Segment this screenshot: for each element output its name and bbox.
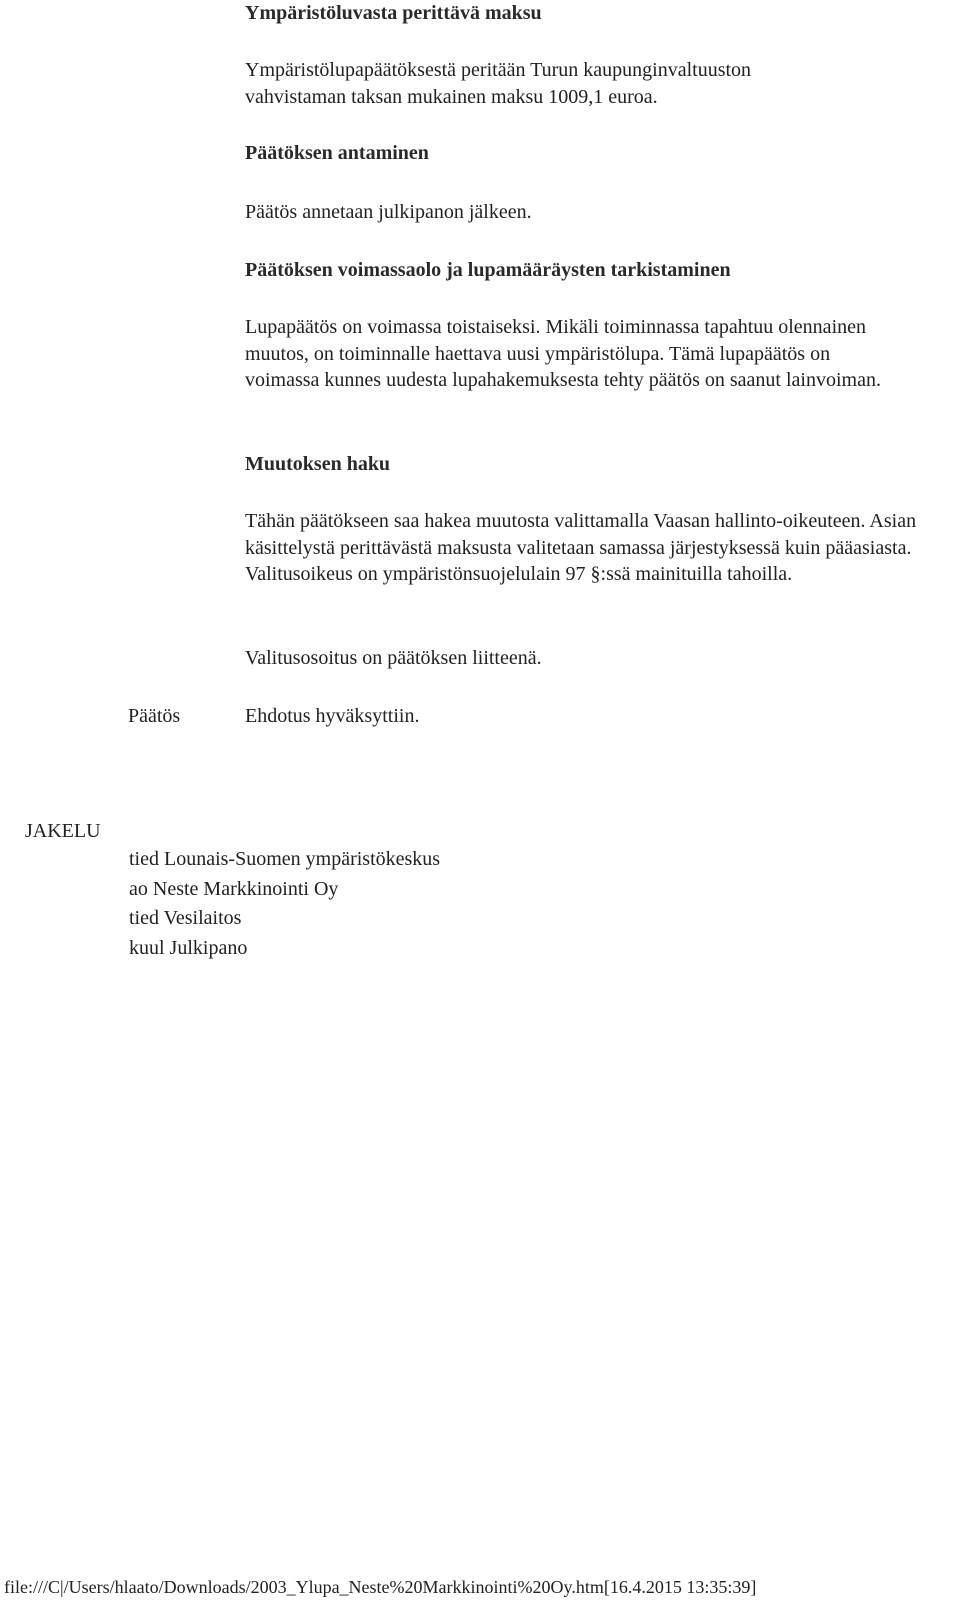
list-item: ao Neste Markkinointi Oy bbox=[129, 877, 339, 900]
distribution-label: JAKELU bbox=[25, 820, 101, 842]
fee-text: Ympäristölupapäätöksestä peritään Turun kaupunginvaltuuston vahvistaman taksan mukainen maksu 1009,1 euroa. bbox=[245, 59, 752, 108]
list-item: kuul Julkipano bbox=[129, 936, 248, 959]
validity-heading: Päätöksen voimassaolo ja lupamääräysten tarkistaminen bbox=[245, 259, 731, 281]
decision-label: Päätös bbox=[128, 705, 181, 727]
issuance-heading: Päätöksen antaminen bbox=[245, 142, 429, 164]
appeal-note: Valitusosoitus on päätöksen liitteenä. bbox=[245, 647, 542, 669]
decision-text: Ehdotus hyväksyttiin. bbox=[245, 705, 420, 727]
appeal-text: Tähän päätökseen saa hakea muutosta valittamalla Vaasan hallinto-oikeuteen. Asian käsittelystä perittävästä maksusta valitetaan samassa järjestyksessä kuin pääasiasta. Valitusoikeus on ympäristönsuojelulain 97 §:ssä mainituilla tahoilla. bbox=[245, 510, 917, 585]
distribution-list bbox=[129, 845, 440, 963]
issuance-text: Päätös annetaan julkipanon jälkeen. bbox=[245, 201, 532, 223]
list-item: tied Vesilaitos bbox=[129, 907, 242, 929]
fee-heading: Ympäristöluvasta perittävä maksu bbox=[245, 2, 542, 24]
appeal-heading: Muutoksen haku bbox=[245, 453, 391, 475]
validity-text: Lupapäätös on voimassa toistaiseksi. Mikäli toiminnassa tapahtuu olennainen muutos, on toiminnalle haettava uusi ympäristölupa. Tämä lupapäätös on voimassa kunnes uudesta lupahakemuksesta tehty päätös on saanut lainvoiman. bbox=[245, 316, 881, 391]
footer-path: file:///C|/Users/hlaato/Downloads/2003_Ylupa_Neste%20Markkinointi%20Oy.htm[16.4.2015 13:35:39] bbox=[4, 1577, 757, 1597]
list-item: tied Lounais-Suomen ympäristökeskus bbox=[129, 848, 441, 870]
